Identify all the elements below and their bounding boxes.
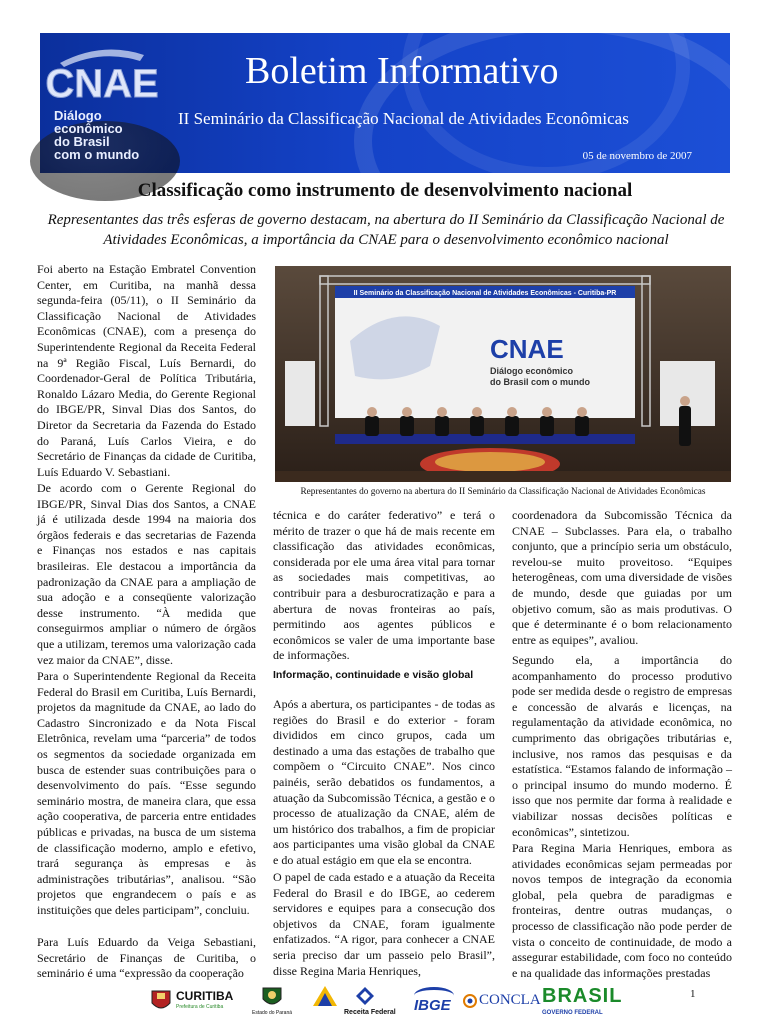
section-subhead: Informação, continuidade e visão global bbox=[273, 669, 474, 681]
concla-mark-icon bbox=[462, 993, 478, 1009]
paragraph: Foi aberto na Estação Embratel Convention Center, em Curitiba, na manhã dessa segunda-feira (05/11), o II Seminário da Classificação Nacional de Atividades Econômicas (CNAE), com a presença do Superintendente Regional da Receita Federal na 9ª Região Fiscal, Luís Bernardi, do Coordenador-Geral de Política Tributária, Ronaldo Lázaro Media, do Gerente Regional do IBGE/PR, Sinval Dias dos Santos, do Diretor da Secretaria da Fazenda do Estado do Paraná, Luís Carlos Vieira, e do Secretário de Finanças da cidade de Curitiba, Luís Eduardo V. Sebastiani. bbox=[37, 262, 256, 479]
receita-mark-icon bbox=[312, 985, 338, 1007]
stage-illustration bbox=[275, 266, 731, 482]
parana-logo bbox=[252, 985, 292, 1017]
tagline-line: Diálogo bbox=[54, 108, 102, 123]
paragraph: técnica e do caráter federativo” e terá o mérito de trazer o que há de mais recente em classificação das atividades econômicas, considerada por ele uma área vital para tornar as sociedades mais competitivas, ao contribuir para a desburocratização e para a abertura de novas fronteiras ao país, permitindo aos agentes públicos e econômicos se valer de uma importante base de informações. bbox=[273, 508, 495, 663]
parana-coat-icon bbox=[260, 985, 284, 1009]
stage-tagline-line: do Brasil com o mundo bbox=[490, 377, 591, 387]
article-headline: Classificação como instrumento de desenvolvimento nacional bbox=[137, 180, 633, 201]
brasil-logo bbox=[542, 985, 623, 1017]
paragraph: Para Luís Eduardo da Veiga Sebastiani, Secretário de Finanças de Curitiba, o seminário é uma “expressão da cooperação bbox=[37, 935, 256, 981]
curitiba-logo-subtext: Prefeitura de Curitiba bbox=[176, 1004, 224, 1010]
event-photo bbox=[275, 266, 731, 482]
curitiba-logo-text: CURITIBA bbox=[176, 989, 234, 1003]
photo-caption: Representantes do governo na abertura do II Seminário da Classificação Nacional de Atividades Econômicas bbox=[300, 487, 706, 497]
banner-date: 05 de novembro de 2007 bbox=[582, 150, 692, 162]
curitiba-crest-icon bbox=[150, 987, 172, 1013]
ibge-logo bbox=[412, 987, 456, 1015]
paragraph: De acordo com o Gerente Regional do IBGE/PR, Sinval Dias dos Santos, a CNAE já é utilizada desde 1994 na maioria dos órgãos federais e das secretarias de Fazenda e Finanças nos estados e nas capitais brasileiras. Ele destacou a importância da padronização da CNAE para a ampliação de sua adoção e a conseqüente valorização desse instrumento. “À medida que conseguirmos ampliar o número de órgãos que a utilizam, teremos uma valorização cada vez maior da CNAE”, disse. bbox=[37, 481, 256, 667]
cnae-logo-mark bbox=[45, 45, 159, 106]
stage-tagline-line: Diálogo econômico bbox=[490, 366, 574, 376]
stage-logo-text: CNAE bbox=[490, 334, 564, 364]
brasil-logo-subtext: GOVERNO FEDERAL bbox=[542, 1010, 603, 1016]
curitiba-logo bbox=[150, 987, 240, 1015]
paragraph: Para o Superintendente Regional da Receita Federal do Brasil em Curitiba, Luís Bernardi, projetos da magnitude da CNAE, ao lado do Cadastro Sincronizado e da Nota Fiscal Eletrônica, revelam uma “parceria” de todos os segmentos da sociedade organizada em busca de estender suas contribuições para o desenvolvimento do país. “Esse segundo seminário mostra, de maneira clara, que essa ação cooperativa, de parceria entre entidades públicas e privadas, na busca de um sistema de classificação moderno, amplo e efetivo, trará segurança às empresas e às administrações tributárias”, analisou. “São projetos que engrandecem o país e as instituições que deles participam”, concluiu. bbox=[37, 669, 256, 917]
ibge-logo-text: IBGE bbox=[414, 997, 451, 1014]
receita-logo bbox=[300, 985, 400, 1017]
article-deck: Representantes das três esferas de governo destacam, na abertura do II Seminário da Classificação Nacional de Atividades Econômicas, a importância da CNAE para o desenvolvimento econômico nacional bbox=[47, 212, 725, 248]
stage-banner-text: II Seminário da Classificação Nacional de Atividades Econômicas - Curitiba-PR bbox=[353, 290, 617, 297]
logo-text: CNAE bbox=[45, 62, 159, 106]
page-number: 1 bbox=[690, 988, 696, 1000]
sponsor-logos bbox=[140, 983, 623, 1019]
concla-logo bbox=[462, 991, 541, 1013]
parana-logo-text: Estado do Paraná bbox=[252, 1010, 293, 1016]
cnae-logo bbox=[40, 33, 168, 173]
tagline-line: econômico bbox=[54, 121, 123, 136]
banner-title: Boletim Informativo bbox=[245, 50, 559, 92]
banner bbox=[40, 33, 730, 173]
paragraph: Para Regina Maria Henriques, embora as atividades econômicas sejam permeadas por novos tempos de integração da economia global, pela quebra de paradigmas e fronteiras, dentre outras mudanças, o processo de classificação não pode perder de vista o conceito de continuidade, de modo a assegurar estabilidade, com foco no conteúdo e na qualidade das informações prestadas bbox=[512, 841, 732, 980]
banner-subtitle: II Seminário da Classificação Nacional de Atividades Econômicas bbox=[178, 109, 629, 128]
paragraph: coordenadora da Subcomissão Técnica da CNAE – Subclasses. Para ela, o trabalho conjunto, que a princípio seria um obstáculo, revelou-se muito proveitoso. “Equipes heterogêneas, com uma diversidade de visões de mundo, desde que guiadas por um objetivo comum, são as mais produtivas. O que é determinante é o bom relacionamento entre as equipes”, avaliou. bbox=[512, 508, 732, 647]
paragraph: Após a abertura, os participantes - de todas as regiões do Brasil e do exterior - foram divididos em cinco grupos, cada um destinado a uma das estações de trabalho que compõem o “Circuito CNAE”. Nos cinco painéis, serão debatidos os fundamentos, a atuação da Subcomissão Técnica, a gestão e o processo de atualização da CNAE, além de um histórico dos trabalhos, a fim de propiciar aos participantes uma visão global da CNAE e do atual estágio em que ela se encontra. bbox=[273, 697, 495, 867]
brasil-logo-text: BRASIL bbox=[542, 985, 623, 1007]
tagline-line: com o mundo bbox=[54, 147, 140, 162]
logo-tagline bbox=[54, 109, 174, 161]
receita-cross-icon bbox=[352, 985, 378, 1007]
concla-logo-text: CONCLA bbox=[479, 992, 541, 1008]
paragraph: O papel de cada estado e a atuação da Receita Federal do Brasil e do IBGE, ao cederem servidores e equipes para a consecução dos objetivos da CNAE, foram igualmente enfatizados. “A rigor, para conhecer a CNAE seria preciso dar um passeio pelo Brasil”, disse Regina Maria Henriques, bbox=[273, 870, 495, 978]
receita-logo-text: Receita Federal bbox=[344, 1009, 396, 1016]
paragraph: Segundo ela, a importância do acompanhamento do processo produtivo pode ser medida desde o registro de empresas e concessão de alvarás e licenças, na regulamentação da atividade econômica, no cumprimento das obrigações tributárias e, inclusive, nos ramos das pesquisas e da estatística. “Estamos falando de informação – o principal insumo do mundo moderno. É isso que nos permite dar forma à realidade e viabilizar nossas decisões políticas e econômicas”, sintetizou. bbox=[512, 653, 732, 839]
tagline-line: do Brasil bbox=[54, 134, 110, 149]
